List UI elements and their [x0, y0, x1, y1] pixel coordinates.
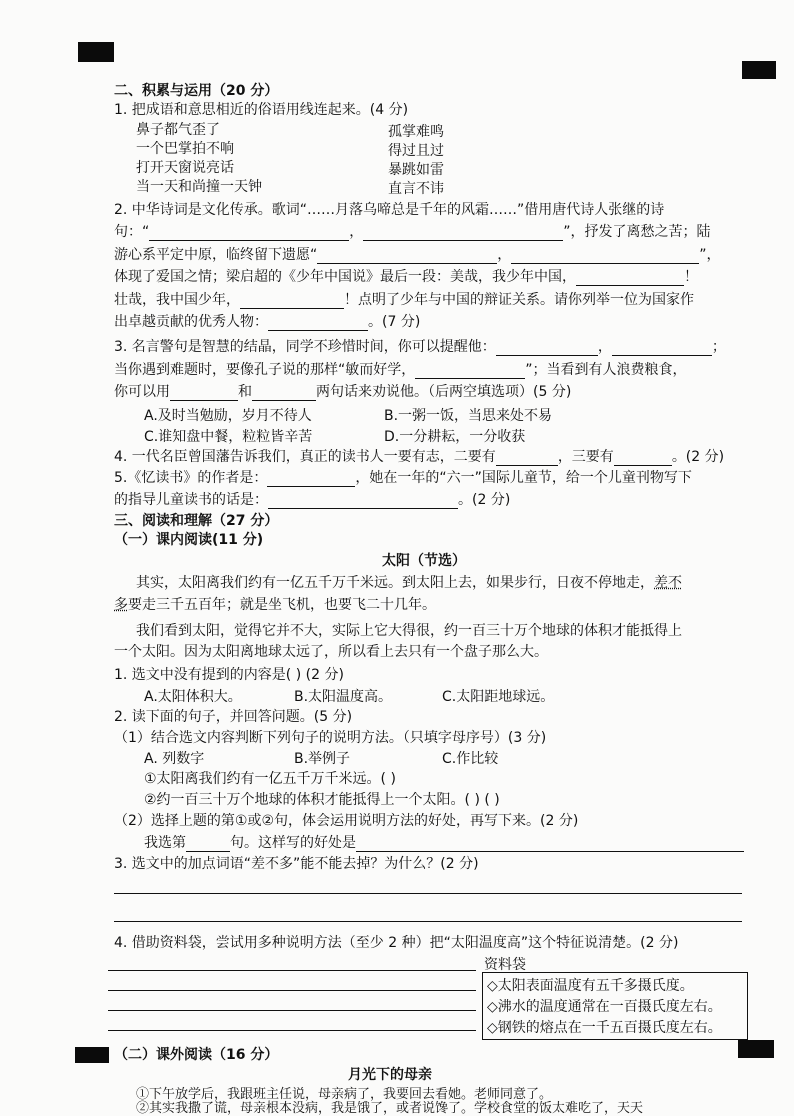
answer-line[interactable] [108, 1030, 476, 1031]
q3-text: 当你遇到难题时，要像孔子说的那样“敏而好学， [114, 362, 416, 378]
q2-text: ！点明了少年与中国的辩证关系。请你列举一位为国家作 [344, 292, 694, 308]
info-bag-item: ◇太阳表面温度有五千多摄氏度。 [487, 978, 694, 994]
q2-line2 [114, 221, 711, 241]
section-3-heading: 三、阅读和理解（27 分） [114, 513, 279, 529]
registration-mark-bottom-left [75, 1047, 109, 1063]
registration-mark-bottom-right [738, 1040, 774, 1058]
reading-q2-sub2: （2）选择上题的第①或②句，体会运用说明方法的好处，再写下来。(2 分) [114, 813, 579, 829]
q2-line4 [114, 266, 698, 286]
info-bag-box [482, 972, 748, 1040]
dotted-word: 多 [114, 597, 128, 613]
info-bag-item: ◇沸水的温度通常在一百摄氏度左右。 [487, 999, 722, 1015]
q3-line2 [114, 359, 687, 379]
q1-right-item: 暴跳如雷 [388, 162, 444, 178]
passage-text: 其实，太阳离我们约有一亿五千万千米远。到太阳上去，如果步行，日夜不停地走， [136, 575, 654, 591]
q2-text: 。(7 分) [368, 314, 421, 330]
passage-line [136, 572, 682, 592]
q4-text: 。(2 分) [671, 449, 725, 465]
reading-q1-option: A.太阳体积大。 [144, 689, 242, 705]
answer-blank[interactable] [317, 248, 497, 264]
q2-text: ， [497, 247, 512, 263]
passage-title: 太阳（节选） [382, 553, 466, 569]
passage-text: 要走三千五百年；就是坐飞机，也要飞二十几年。 [128, 597, 436, 613]
reading-q2-prompt: 2. 读下面的句子，并回答问题。(5 分) [114, 709, 353, 725]
part-1-heading: （一）课内阅读(11 分) [114, 532, 264, 548]
section-2-heading: 二、积累与运用（20 分） [114, 83, 279, 99]
answer-line[interactable] [108, 990, 476, 991]
q5-text: 的指导儿童读书的话是： [114, 492, 268, 508]
reading-q1-option: B.太阳温度高。 [294, 689, 393, 705]
q1-right-item: 直言不讳 [388, 181, 444, 197]
method-option: B.举例子 [294, 751, 351, 767]
q3-text: 两句话来劝说他。（后两空填选项）(5 分) [316, 384, 572, 400]
passage-2-paragraph: ①下午放学后，我跟班主任说，母亲病了，我要回去看她。老师同意了。 [136, 1087, 553, 1102]
q5-text: 。(2 分) [458, 492, 511, 508]
answer-blank[interactable] [149, 225, 349, 241]
q3-text: 和 [238, 384, 252, 400]
q3-text: ， [597, 339, 612, 355]
q5-line2 [114, 489, 510, 509]
answer-blank[interactable] [576, 270, 684, 286]
q3-text: 你可以用 [114, 384, 170, 400]
q2-text: 游心系平定中原，临终留下遗愿“ [114, 247, 318, 263]
answer-blank[interactable] [496, 450, 558, 466]
passage-2-paragraph: ②其实我撒了谎，母亲根本没病，我是饿了，或者说馋了。学校食堂的饭太难吃了，天天 [136, 1101, 644, 1116]
answer-blank[interactable] [614, 450, 672, 466]
reading-q2-answer [144, 832, 744, 852]
passage-line [114, 594, 436, 614]
passage-line: 一个太阳。因为太阳离地球太远了，所以看上去只有一个盘子那么大。 [114, 644, 548, 660]
answer-blank[interactable] [170, 385, 238, 401]
q3-option: B.一粥一饭，当思来处不易 [384, 408, 553, 424]
answer-blank[interactable] [612, 340, 712, 356]
q2-line3 [114, 244, 721, 264]
q2-text: 句：“ [114, 224, 150, 240]
sentence-2: ②约一百三十万个地球的体积才能抵得上一个太阳。( ) ( ) [144, 792, 500, 808]
q3-text: 3. 名言警句是智慧的结晶，同学不珍惜时间，你可以提醒他： [114, 339, 496, 355]
answer-blank[interactable] [268, 493, 458, 509]
q1-left-item: 鼻子都气歪了 [136, 122, 220, 138]
answer-blank[interactable] [268, 315, 368, 331]
info-bag-item: ◇钢铁的熔点在一千五百摄氏度左右。 [487, 1020, 722, 1036]
q2-text: 壮哉，我中国少年， [114, 292, 240, 308]
q4-text: ，三要有 [557, 449, 614, 465]
q3-line3 [114, 381, 571, 401]
answer-blank[interactable] [356, 836, 744, 852]
answer-blank[interactable] [267, 471, 355, 487]
reading-q1-option: C.太阳距地球远。 [442, 689, 555, 705]
q2-text: ， [349, 224, 364, 240]
answer-line[interactable] [108, 1010, 476, 1011]
info-bag-title: 资料袋 [484, 957, 526, 973]
answer-blank[interactable] [240, 293, 344, 309]
answer-line[interactable] [108, 970, 476, 971]
q2-line1: 2. 中华诗词是文化传承。歌词“……月落乌啼总是千年的风霜……”借用唐代诗人张继的诗 [114, 202, 665, 218]
q3-text: ； [711, 339, 726, 355]
q2-line6 [114, 311, 420, 331]
q1-right-item: 得过且过 [388, 143, 444, 159]
passage-line: 我们看到太阳，觉得它并不大，实际上它大得很，约一百三十万个地球的体积才能抵得上 [136, 623, 682, 639]
q4-line [114, 446, 724, 466]
q3-option: A.及时当勉励，岁月不待人 [144, 408, 312, 424]
q2-text: ”，抒发了离愁之苦；陆 [563, 224, 711, 240]
answer-text: 我选第 [144, 835, 186, 851]
sentence-1: ①太阳离我们约有一亿五千万千米远。( ) [144, 771, 396, 787]
answer-blank[interactable] [363, 225, 563, 241]
passage-2-title: 月光下的母亲 [348, 1067, 432, 1083]
answer-blank[interactable] [415, 363, 525, 379]
answer-blank[interactable] [252, 385, 316, 401]
answer-line[interactable] [114, 921, 742, 922]
q1-left-item: 当一天和尚撞一天钟 [136, 179, 262, 195]
q3-option: D.一分耕耘，一分收获 [384, 429, 526, 445]
q2-text: ”， [699, 247, 721, 263]
reading-q3-prompt: 3. 选文中的加点词语“差不多”能不能去掉？为什么？(2 分) [114, 856, 479, 872]
answer-blank[interactable] [496, 340, 598, 356]
q1-prompt: 1. 把成语和意思相近的俗语用线连起来。(4 分) [114, 102, 409, 118]
reading-q4-prompt: 4. 借助资料袋，尝试用多种说明方法（至少 2 种）把“太阳温度高”这个特征说清楚。(2 分) [114, 935, 679, 951]
reading-q2-sub1: （1）结合选文内容判断下列句子的说明方法。（只填字母序号）(3 分) [114, 730, 547, 746]
q2-text: 出卓越贡献的优秀人物： [114, 314, 268, 330]
reading-q1-prompt: 1. 选文中没有提到的内容是( ) (2 分) [114, 667, 344, 683]
q3-line1 [114, 336, 726, 356]
q5-text: ，她在一年的“六一”国际儿童节，给一个儿童刊物写下 [355, 470, 692, 486]
q1-left-item: 打开天窗说亮话 [136, 160, 234, 176]
method-option: A. 列数字 [144, 751, 205, 767]
answer-line[interactable] [114, 893, 742, 894]
answer-blank[interactable] [511, 248, 699, 264]
q3-option: C.谁知盘中餐，粒粒皆辛苦 [144, 429, 313, 445]
q2-text: ！ [684, 269, 698, 285]
q2-text: 体现了爱国之情；梁启超的《少年中国说》最后一段：美哉，我少年中国， [114, 269, 576, 285]
q2-line5 [114, 289, 694, 309]
dotted-word: 差不 [654, 575, 682, 591]
q5-text: 5.《忆读书》的作者是： [114, 470, 268, 486]
q3-text: ”；当看到有人浪费粮食， [525, 362, 687, 378]
method-option: C.作比较 [442, 751, 499, 767]
part-2-heading: （二）课外阅读（16 分） [114, 1047, 279, 1063]
registration-mark-top-left [78, 42, 114, 62]
q5-line1 [114, 467, 692, 487]
registration-mark-top-right [742, 61, 776, 79]
q4-text: 4. 一代名臣曾国藩告诉我们，真正的读书人一要有志，二要有 [114, 449, 496, 465]
answer-text: 句。这样写的好处是 [230, 835, 356, 851]
q1-right-item: 孤掌难鸣 [388, 124, 444, 140]
answer-blank[interactable] [186, 836, 230, 852]
q1-left-item: 一个巴掌拍不响 [136, 141, 234, 157]
